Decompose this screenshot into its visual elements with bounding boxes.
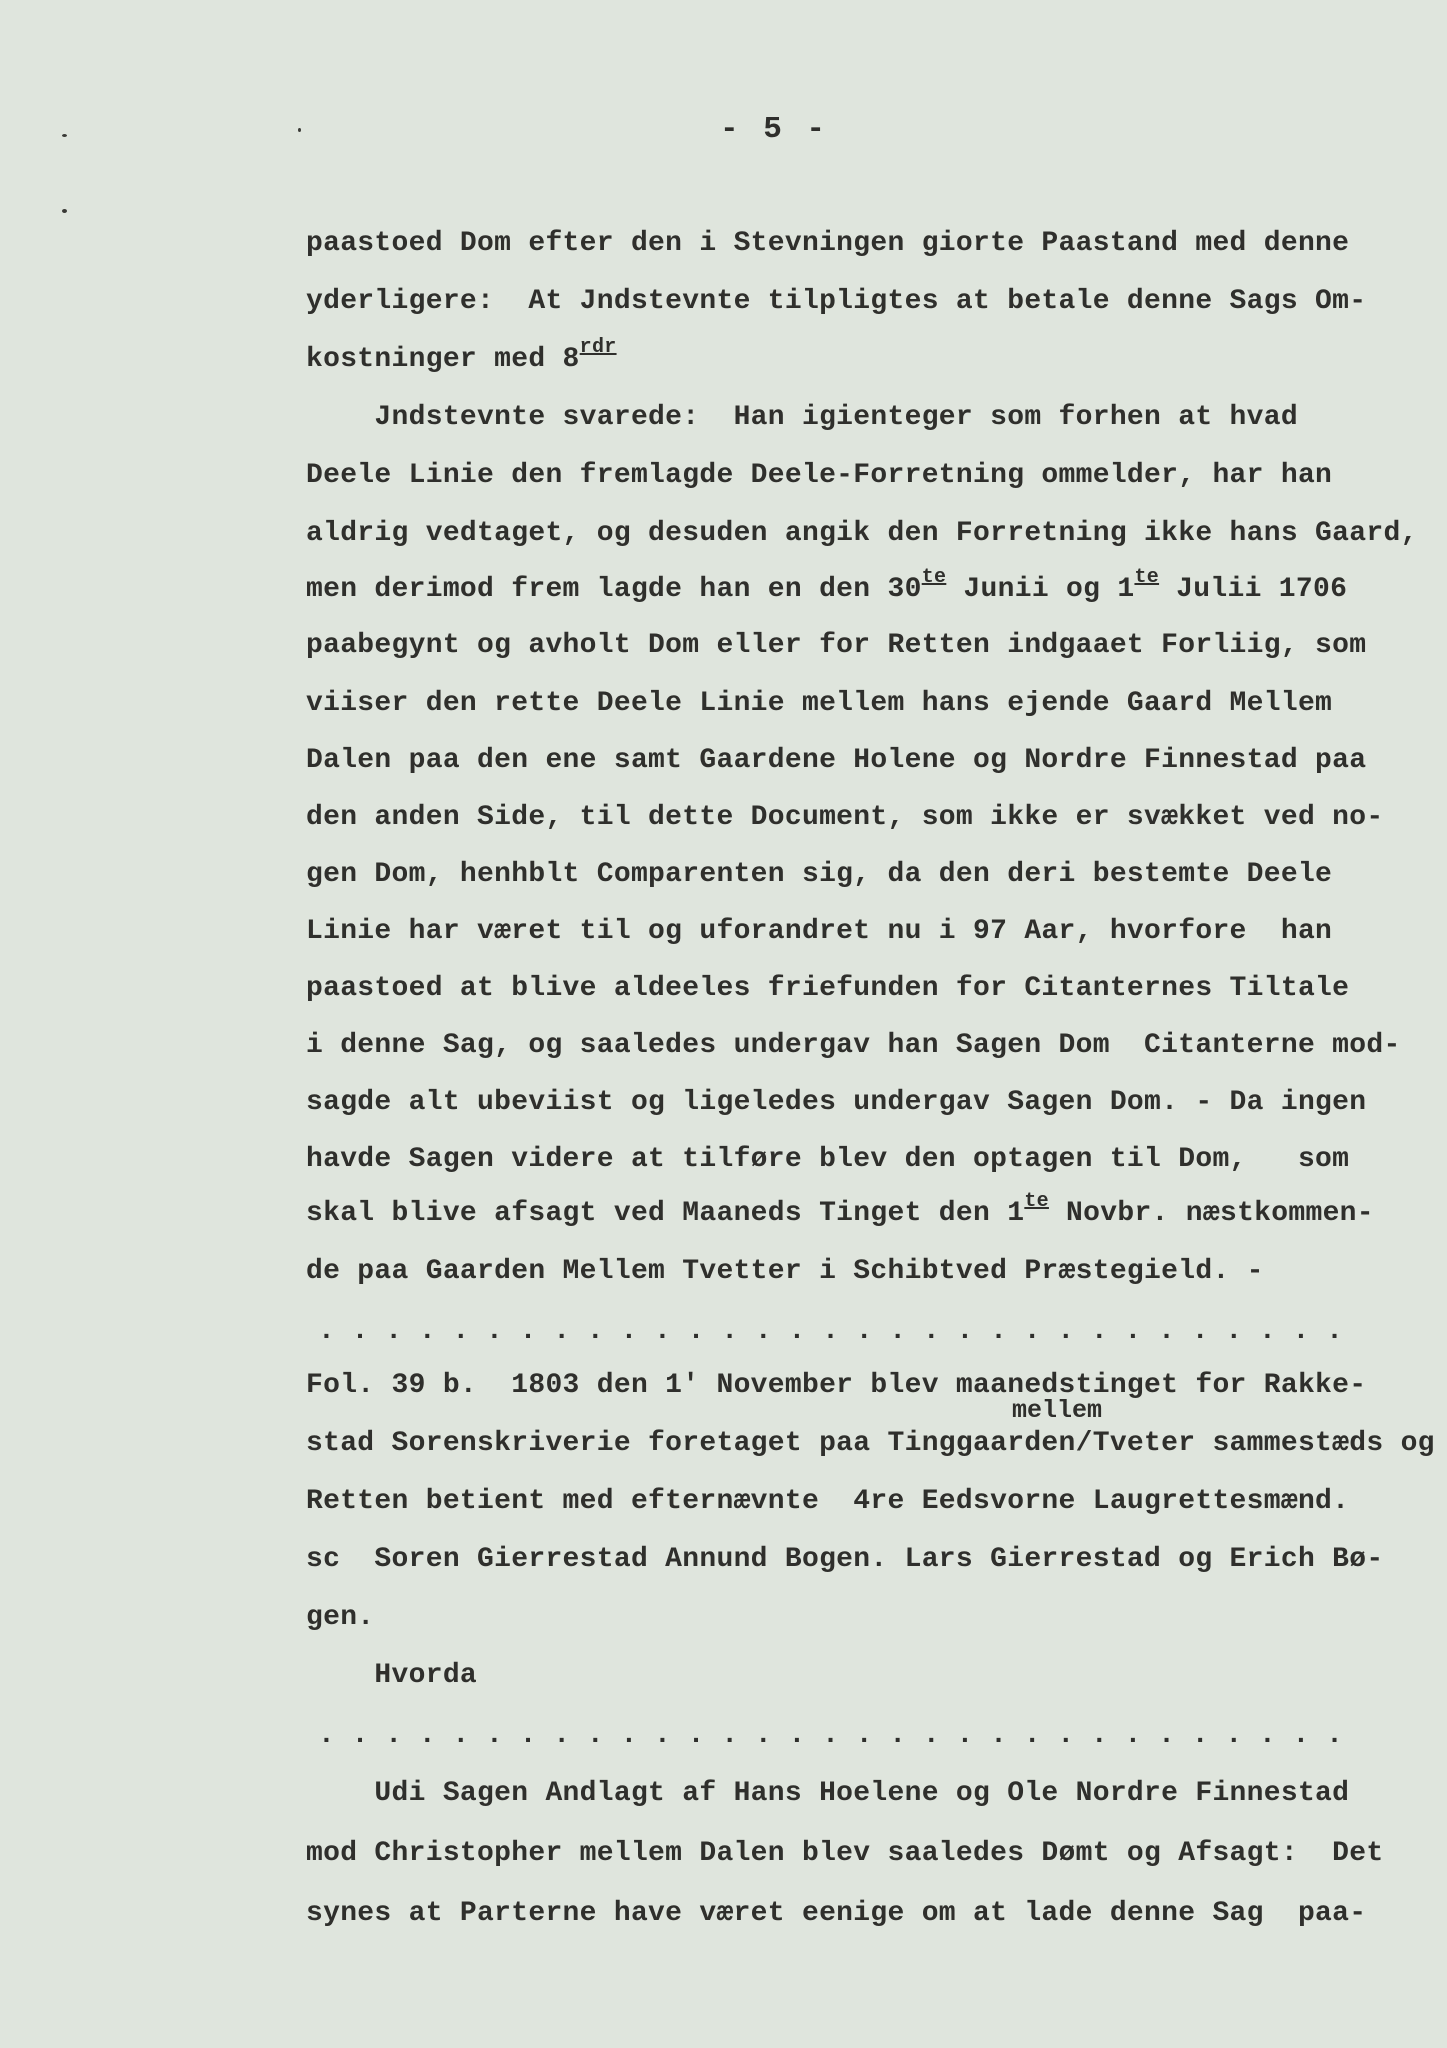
text-line: mod Christopher mellem Dalen blev saaledes Dømt og Afsagt: Det — [306, 1838, 1384, 1869]
line-text: Julii 1706 — [1159, 574, 1348, 605]
text-line: paastoed Dom efter den i Stevningen giorte Paastand med denne — [306, 228, 1350, 259]
line-text: kostninger med 8 — [306, 344, 580, 375]
text-line: stad Sorenskriverie foretaget paa Tinggaarden/Tveter sammestæds og — [306, 1428, 1435, 1459]
dotted-separator: . . . . . . . . . . . . . . . . . . . . . . . . . . . . . . . — [318, 1316, 1343, 1347]
dotted-separator: . . . . . . . . . . . . . . . . . . . . . . . . . . . . . . . — [318, 1720, 1343, 1751]
text-line — [306, 1190, 1374, 1229]
text-line: yderligere: At Jndstevnte tilpligtes at betale denne Sags Om- — [306, 286, 1367, 317]
text-line: Deele Linie den fremlagde Deele-Forretning ommelder, har han — [306, 460, 1333, 491]
line-text: skal blive afsagt ved Maaneds Tinget den 1 — [306, 1198, 1025, 1229]
text-line: Retten betient med efternævnte 4re Eedsvorne Laugrettesmænd. — [306, 1486, 1350, 1517]
text-line: viiser den rette Deele Linie mellem hans ejende Gaard Mellem — [306, 688, 1333, 719]
inserted-word: mellem — [1012, 1396, 1103, 1425]
text-line: Dalen paa den ene samt Gaardene Holene og Nordre Finnestad paa — [306, 745, 1367, 776]
text-line: de paa Gaarden Mellem Tvetter i Schibtved Præstegield. - — [306, 1256, 1264, 1287]
text-line: sagde alt ubeviist og ligeledes undergav Sagen Dom. - Da ingen — [306, 1087, 1367, 1118]
superscript: te — [1024, 1190, 1049, 1213]
text-line: Jndstevnte svarede: Han igienteger som forhen at hvad — [306, 402, 1298, 433]
text-line: paabegynt og avholt Dom eller for Retten indgaaet Forliig, som — [306, 630, 1367, 661]
text-line: Fol. 39 b. 1803 den 1' November blev maanedstinget for Rakke- — [306, 1370, 1367, 1401]
text-line: havde Sagen videre at tilføre blev den optagen til Dom, som — [306, 1144, 1350, 1175]
text-line: gen. — [306, 1602, 375, 1633]
text-line: aldrig vedtaget, og desuden angik den Forretning ikke hans Gaard, — [306, 518, 1418, 549]
text-line: gen Dom, henhblt Comparenten sig, da den deri bestemte Deele — [306, 859, 1333, 890]
text-line: Linie har været til og uforandret nu i 97 Aar, hvorfore han — [306, 916, 1333, 947]
line-text: Junii og 1 — [946, 574, 1135, 605]
line-text: men derimod frem lagde han en den 30 — [306, 574, 922, 605]
text-line: paastoed at blive aldeeles friefunden for Citanternes Tiltale — [306, 973, 1350, 1004]
ink-speck — [298, 128, 301, 132]
text-line: Hvorda — [306, 1660, 478, 1691]
superscript: rdr — [579, 336, 617, 359]
ink-speck — [62, 209, 67, 213]
line-text: Novbr. næstkommen- — [1048, 1198, 1374, 1229]
text-line: sc Soren Gierrestad Annund Bogen. Lars Gierrestad og Erich Bø- — [306, 1544, 1384, 1575]
page-number: - 5 - — [720, 112, 829, 147]
text-line: synes at Parterne have været eenige om at lade denne Sag paa- — [306, 1898, 1367, 1929]
text-line: den anden Side, til dette Document, som ikke er svækket ved no- — [306, 802, 1384, 833]
superscript: te — [1134, 566, 1160, 589]
superscript: te — [921, 566, 947, 589]
ink-speck — [62, 134, 67, 137]
text-line — [306, 336, 617, 375]
text-line: i denne Sag, og saaledes undergav han Sagen Dom Citanterne mod- — [306, 1030, 1401, 1061]
text-line: Udi Sagen Andlagt af Hans Hoelene og Ole Nordre Finnestad — [306, 1778, 1350, 1809]
text-line — [306, 566, 1348, 605]
